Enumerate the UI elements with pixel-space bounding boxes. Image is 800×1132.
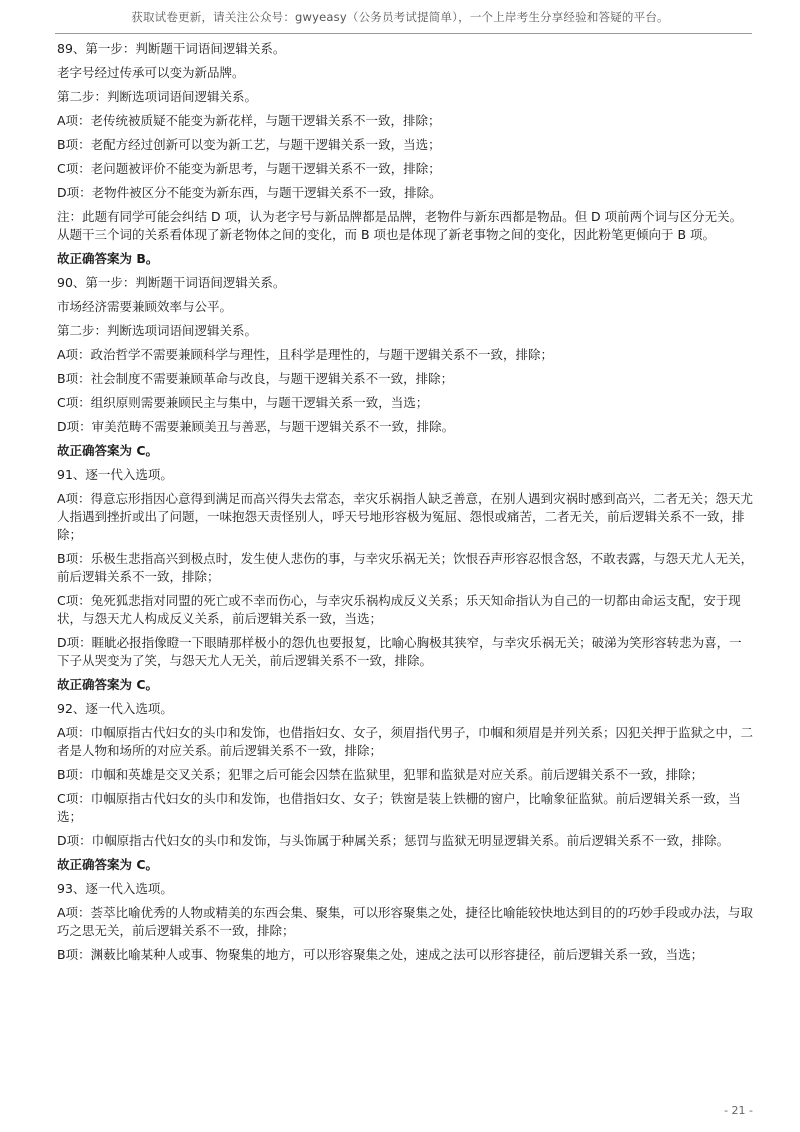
text-line: B项：渊薮比喻某种人或事、物聚集的地方，可以形容聚集之处，速成之法可以形容捷径，前后逻辑关系一致，当选； xyxy=(57,947,704,962)
text-line: C项：巾帼原指古代妇女的头巾和发饰，也借指妇女、女子；铁窗是装上铁栅的窗户，比喻象征监狱。前后逻辑关系一致，当选； xyxy=(57,791,741,824)
page-number: - 21 - xyxy=(724,1104,753,1117)
text-line: C项：组织原则需要兼顾民主与集中，与题干逻辑关系一致，当选； xyxy=(57,395,429,410)
document-body xyxy=(57,40,754,970)
text-line: A项：老传统被质疑不能变为新花样，与题干逻辑关系不一致，排除； xyxy=(57,113,441,128)
text-line: 第二步：判断选项词语间逻辑关系。 xyxy=(57,323,258,338)
text-line: 90、第一步：判断题干词语间逻辑关系。 xyxy=(57,275,286,290)
text-line: 92、逐一代入选项。 xyxy=(57,701,173,716)
answer-line: 故正确答案为 B。 xyxy=(57,251,159,266)
text-line: A项：巾帼原指古代妇女的头巾和发饰，也借指妇女、女子，须眉指代男子，巾帼和须眉是并列关系；囚犯关押于监狱之中，二者是人物和场所的对应关系。前后逻辑关系不一致，排除； xyxy=(57,725,754,758)
text-line: D项：审美范畴不需要兼顾美丑与善恶，与题干逻辑关系不一致，排除。 xyxy=(57,419,455,434)
text-line: A项：政治哲学不需要兼顾科学与理性，且科学是理性的，与题干逻辑关系不一致，排除； xyxy=(57,347,554,362)
answer-line: 故正确答案为 C。 xyxy=(57,857,159,872)
text-line: 第二步：判断选项词语间逻辑关系。 xyxy=(57,89,258,104)
text-line: D项：巾帼原指古代妇女的头巾和发饰，与头饰属于种属关系；惩罚与监狱无明显逻辑关系。前后逻辑关系不一致，排除。 xyxy=(57,833,730,848)
header-divider xyxy=(55,33,752,34)
text-line: D项：老物件被区分不能变为新东西，与题干逻辑关系不一致，排除。 xyxy=(57,185,442,200)
text-line: 市场经济需要兼顾效率与公平。 xyxy=(57,299,233,314)
text-line: C项：兔死狐悲指对同盟的死亡或不幸而伤心，与幸灾乐祸构成反义关系；乐天知命指认为自己的一切都由命运支配，安于现状，与怨天尤人构成反义关系，前后逻辑关系一致，当选； xyxy=(57,593,741,626)
text-line: 老字号经过传承可以变为新品牌。 xyxy=(57,65,245,80)
text-line: B项：老配方经过创新可以变为新工艺，与题干逻辑关系一致，当选； xyxy=(57,137,441,152)
answer-line: 故正确答案为 C。 xyxy=(57,677,159,692)
text-line: B项：乐极生悲指高兴到极点时，发生使人悲伤的事，与幸灾乐祸无关；饮恨吞声形容忍恨含怒，不敢表露，与怨天尤人无关，前后逻辑关系不一致，排除； xyxy=(57,551,754,584)
text-line: C项：老问题被评价不能变为新思考，与题干逻辑关系不一致，排除； xyxy=(57,161,441,176)
text-line: 93、逐一代入选项。 xyxy=(57,881,173,896)
answer-line: 故正确答案为 C。 xyxy=(57,443,159,458)
text-line: B项：巾帼和英雄是交叉关系；犯罪之后可能会囚禁在监狱里，犯罪和监狱是对应关系。前后逻辑关系不一致，排除； xyxy=(57,767,704,782)
text-line: 89、第一步：判断题干词语间逻辑关系。 xyxy=(57,41,286,56)
page-header: 获取试卷更新，请关注公众号：gwyeasy（公务员考试提简单），一个上岸考生分享经验和答疑的平台。 xyxy=(131,10,669,24)
text-line: A项：得意忘形指因心意得到满足而高兴得失去常态，幸灾乐祸指人缺乏善意，在别人遇到灾祸时感到高兴，二者无关；怨天尤人指遇到挫折或出了问题，一味抱怨天责怪别人，呼天号地形容极为冤屈、怨恨或痛苦，二者无关，前后逻辑关系不一致，排除； xyxy=(57,491,754,542)
text-line: 注：此题有同学可能会纠结 D 项，认为老字号与新品牌都是品牌，老物件与新东西都是物品。但 D 项前两个词与区分无关。从题干三个词的关系看体现了新老物体之间的变化，而 B 项也是体现了新老事物之间的变化，因此粉笔更倾向于 B 项。 xyxy=(57,209,743,242)
text-line: 91、逐一代入选项。 xyxy=(57,467,173,482)
text-line: B项：社会制度不需要兼顾革命与改良，与题干逻辑关系不一致，排除； xyxy=(57,371,454,386)
text-line: D项：睚眦必报指像瞪一下眼睛那样极小的怨仇也要报复，比喻心胸极其狭窄，与幸灾乐祸无关；破涕为笑形容转悲为喜，一下子从哭变为了笑，与怨天尤人无关，前后逻辑关系不一致，排除。 xyxy=(57,635,742,668)
text-line: A项：荟萃比喻优秀的人物或精美的东西会集、聚集，可以形容聚集之处，捷径比喻能较快地达到目的的巧妙手段或办法，与取巧之思无关，前后逻辑关系不一致，排除； xyxy=(57,905,754,938)
